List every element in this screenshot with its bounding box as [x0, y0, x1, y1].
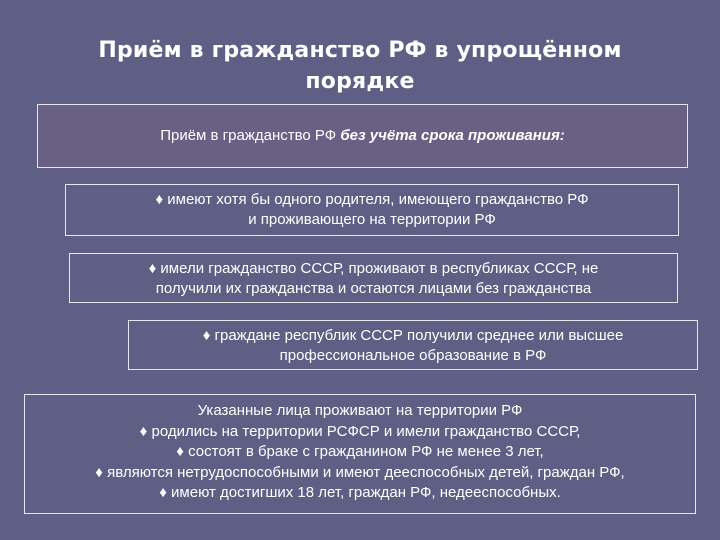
criterion-text-line: ♦ граждане республик СССР получили среднее или высшее [202, 327, 624, 344]
residents-condition-line: ♦ являются нетрудоспособными и имеют дееспособных детей, граждан РФ, [95, 463, 625, 481]
criterion-box-education [128, 320, 698, 370]
criterion-text-line: ♦ имеют хотя бы одного родителя, имеющего гражданство РФ [155, 191, 589, 208]
residents-conditions-box [24, 394, 696, 514]
criterion-text-line: и проживающего на территории РФ [248, 211, 496, 228]
main-condition-emphasis: без учёта срока проживания: [340, 127, 565, 144]
criterion-box-ussr-stateless [69, 253, 678, 303]
residents-condition-line: ♦ состоят в браке с гражданином РФ не менее 3 лет, [176, 443, 544, 460]
residents-condition-line: ♦ родились на территории РСФСР и имели гражданство СССР, [139, 422, 581, 440]
slide-title [40, 35, 680, 97]
residents-condition-line: ♦ имеют достигших 18 лет, граждан РФ, недееспособных. [159, 484, 561, 501]
title-line-2: порядке [305, 69, 415, 94]
title-line-1: Приём в гражданство РФ в упрощённом [98, 38, 622, 63]
main-condition-prefix: Приём в гражданство РФ [160, 127, 341, 144]
criterion-text-line: получили их гражданства и остаются лицами без гражданства [155, 280, 592, 297]
main-condition-box [37, 104, 688, 168]
residents-heading: Указанные лица проживают на территории РФ [197, 402, 523, 419]
criterion-text-line: ♦ имели гражданство СССР, проживают в республиках СССР, не [148, 260, 599, 277]
criterion-box-parent-citizen [65, 184, 679, 236]
criterion-text-line: профессиональное образование в РФ [279, 347, 547, 364]
